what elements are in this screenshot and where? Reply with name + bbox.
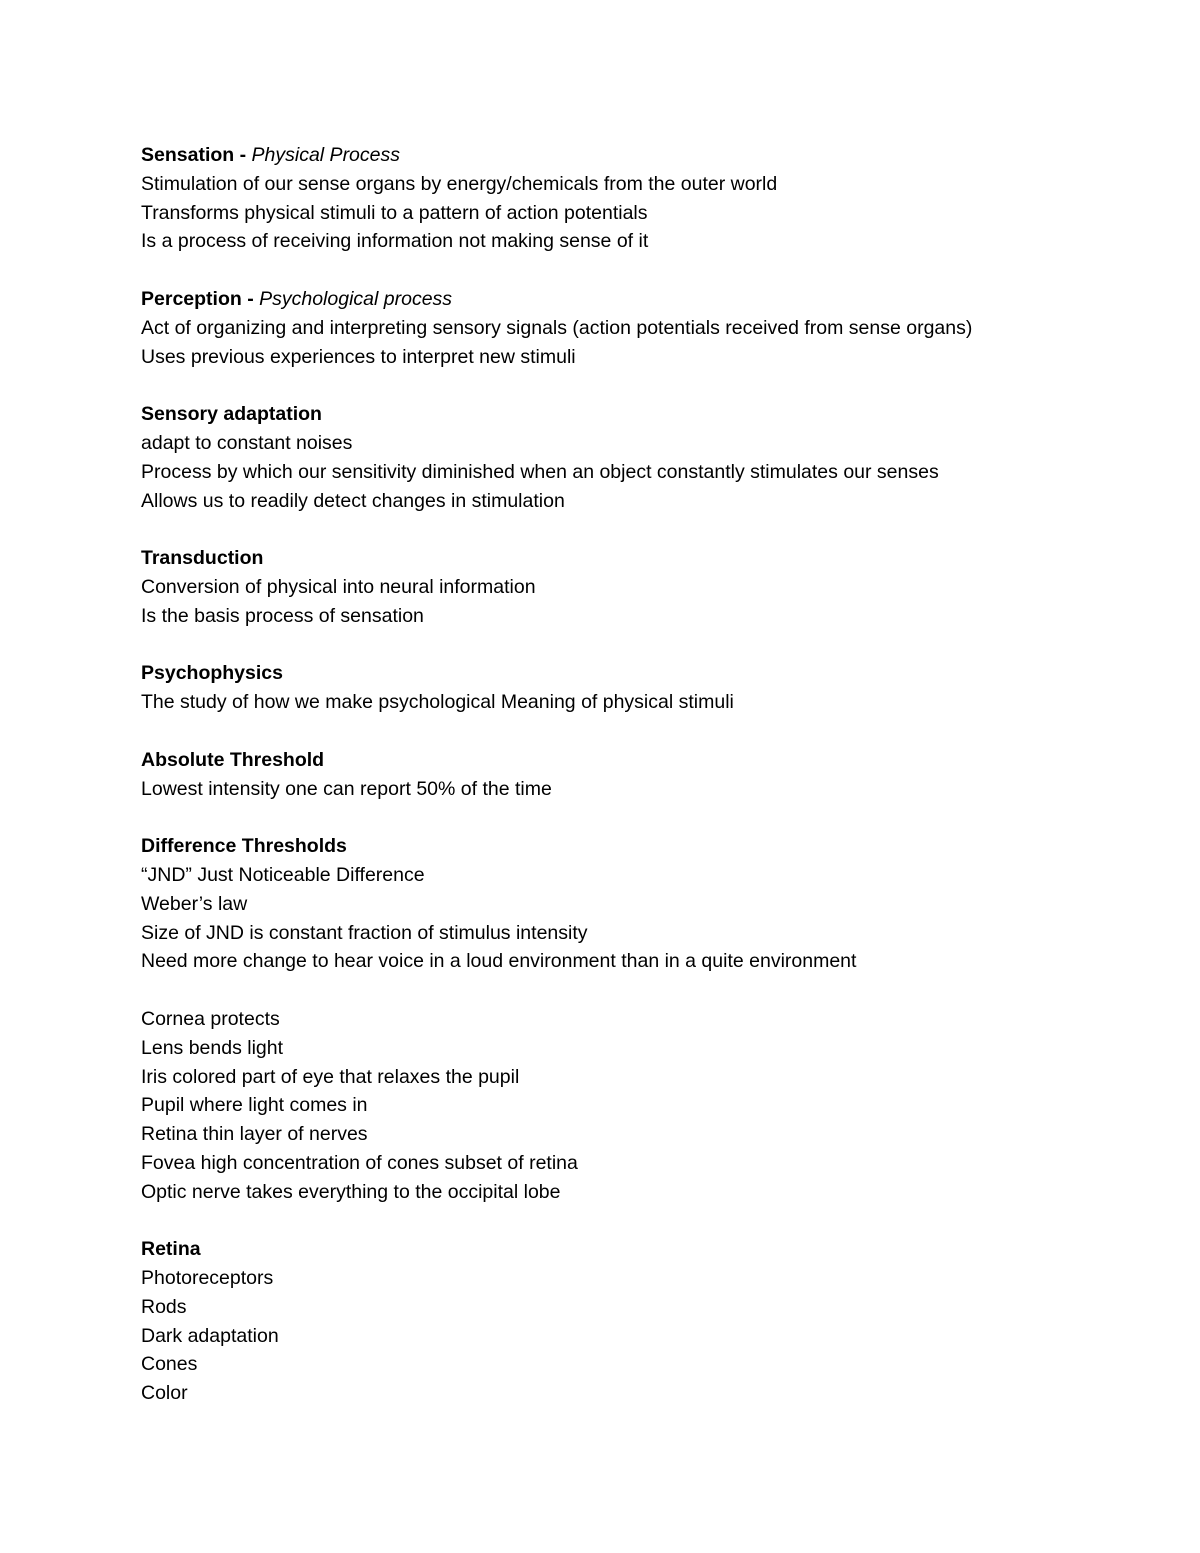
note-line: Is the basis process of sensation (141, 604, 424, 627)
note-line: “JND” Just Noticeable Difference (141, 863, 425, 886)
note-line: Uses previous experiences to interpret new stimuli (141, 345, 576, 368)
section-heading-retina: Retina (141, 1238, 201, 1261)
note-line: Dark adaptation (141, 1324, 279, 1347)
note-line: Size of JND is constant fraction of stimulus intensity (141, 921, 588, 944)
section-heading-transduction: Transduction (141, 547, 264, 570)
note-line: Photoreceptors (141, 1267, 274, 1290)
note-line: The study of how we make psychological Meaning of physical stimuli (141, 691, 734, 714)
section-heading-difference-thresholds: Difference Thresholds (141, 835, 347, 858)
note-line: Retina thin layer of nerves (141, 1123, 368, 1146)
blank-line (141, 717, 1141, 746)
note-line: Fovea high concentration of cones subset of retina (141, 1151, 578, 1174)
heading-subtitle: Physical Process (251, 144, 400, 166)
note-line: Lens bends light (141, 1036, 284, 1059)
heading-subtitle: Psychological process (259, 287, 453, 310)
note-line: Iris colored part of eye that relaxes the pupil (141, 1065, 520, 1088)
note-line: Need more change to hear voice in a loud environment than in a quite environment (141, 950, 857, 973)
notes-body (141, 141, 1141, 1408)
note-line: Cones (141, 1353, 198, 1376)
note-line: adapt to constant noises (141, 431, 353, 454)
note-line: Conversion of physical into neural information (141, 575, 536, 598)
note-line: Process by which our sensitivity diminished when an object constantly stimulates our senses (141, 460, 939, 483)
section-heading-sensory-adaptation: Sensory adaptation (141, 403, 322, 426)
blank-line (141, 976, 1141, 1005)
heading-label: Perception - (141, 287, 254, 310)
note-line: Transforms physical stimuli to a pattern of action potentials (141, 201, 648, 224)
note-line: Pupil where light comes in (141, 1094, 368, 1117)
heading-label: Sensation - (141, 144, 247, 166)
blank-line (141, 631, 1141, 660)
blank-line (141, 371, 1141, 400)
note-line: Cornea protects (141, 1007, 280, 1030)
note-line: Stimulation of our sense organs by energy/chemicals from the outer world (141, 172, 778, 195)
note-line: Color (141, 1382, 188, 1405)
note-line: Allows us to readily detect changes in stimulation (141, 489, 565, 512)
note-line: Weber’s law (141, 892, 248, 915)
section-heading-psychophysics: Psychophysics (141, 662, 283, 685)
section-heading-perception (141, 285, 1141, 314)
note-line: Lowest intensity one can report 50% of the time (141, 777, 552, 800)
note-line: Optic nerve takes everything to the occipital lobe (141, 1180, 561, 1203)
blank-line (141, 803, 1141, 832)
note-line: Act of organizing and interpreting sensory signals (action potentials received from sense organs) (141, 316, 973, 339)
note-line: Rods (141, 1295, 187, 1318)
blank-line (141, 256, 1141, 285)
section-heading-absolute-threshold: Absolute Threshold (141, 748, 325, 771)
note-line: Is a process of receiving information not making sense of it (141, 230, 649, 253)
blank-line (141, 1206, 1141, 1235)
section-heading-sensation (141, 141, 1141, 170)
blank-line (141, 515, 1141, 544)
